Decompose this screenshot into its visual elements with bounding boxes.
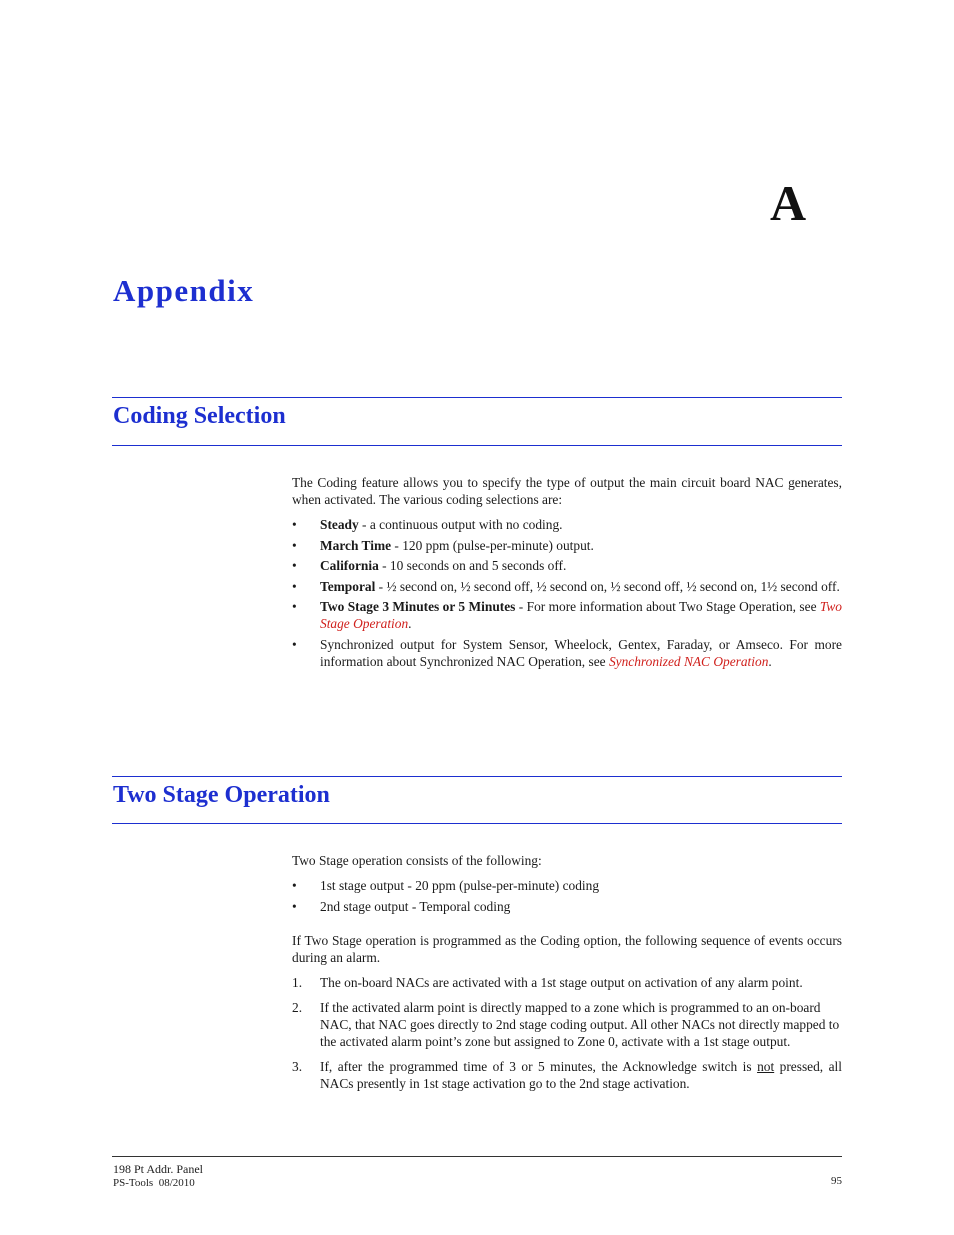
coding-intro: The Coding feature allows you to specify the type of output the main circuit board NAC generates, when activated. The various coding selections are: (292, 475, 842, 507)
option-term: Steady (320, 517, 359, 532)
chapter-title: Appendix (113, 273, 255, 308)
option-term: March Time (320, 537, 392, 553)
option-term: Temporal (320, 578, 376, 594)
footer-rule (112, 1156, 842, 1157)
list-item (292, 516, 842, 533)
page-number: 95 (831, 1175, 842, 1187)
two-stage-section-title: Two Stage Operation (113, 782, 330, 808)
list-item (292, 598, 842, 632)
list-item (292, 636, 842, 670)
coding-options-list (292, 516, 842, 670)
section-rule-top (112, 776, 842, 777)
list-item (292, 578, 842, 595)
section-rule-bottom (112, 445, 842, 446)
xref-two-stage-operation-link[interactable]: Two Stage Operation (320, 599, 842, 631)
option-tail: . (408, 616, 412, 631)
step-text: pressed, all NACs presently in 1st stage activation go to the 2nd stage activation. (320, 1058, 842, 1091)
step-text: If the activated alarm point is directly mapped to a zone which is programmed to an on-board NAC, that NAC goes directly to 2nd stage coding output. All other NACs not directly mapped to the activated alarm point’s zone but assigned to Zone 0, activate with a 1st stage output. (320, 999, 840, 1049)
coding-section-title: Coding Selection (113, 403, 286, 429)
option-desc: Synchronized output for System Sensor, Wheelock, Gentex, Faraday, or Amseco. For more information about Synchronized NAC Operation, see (320, 636, 842, 669)
list-item (292, 537, 842, 554)
step-number: 2. (292, 999, 303, 1015)
list-item (292, 557, 842, 574)
option-term: Two Stage 3 Minutes or 5 Minutes (320, 599, 516, 614)
list-item: • 2nd stage output - Temporal coding (292, 898, 842, 915)
option-tail: . (768, 653, 772, 669)
alarm-sequence-steps (292, 974, 842, 1092)
footer-info (113, 1162, 203, 1190)
section-rule-top (112, 397, 842, 398)
xref-synchronized-nac-operation-link[interactable]: Synchronized NAC Operation (608, 653, 769, 669)
list-item (292, 974, 842, 991)
list-item (292, 1058, 842, 1092)
section-rule-bottom (112, 823, 842, 824)
option-term: California (320, 558, 379, 573)
chapter-letter: A (770, 175, 807, 231)
footer-date: 08/2010 (158, 1177, 195, 1189)
two-stage-outputs-list (292, 877, 842, 915)
step-number: 1. (292, 974, 303, 990)
option-desc: - For more information about Two Stage Operation, see (515, 599, 820, 614)
option-desc: - ½ second on, ½ second off, ½ second on, ½ second off, ½ second on, 1½ second off. (375, 578, 840, 594)
two-stage-intro: Two Stage operation consists of the following: (292, 853, 542, 868)
two-stage-section-body (292, 852, 842, 1092)
option-desc: - a continuous output with no coding. (358, 517, 563, 532)
step-text: If, after the programmed time of 3 or 5 minutes, the Acknowledge switch is (320, 1058, 758, 1074)
list-item: • 1st stage output - 20 ppm (pulse-per-minute) coding (292, 877, 842, 894)
step-number: 3. (292, 1058, 303, 1074)
step-text: The on-board NACs are activated with a 1st stage output on activation of any alarm point. (320, 974, 803, 990)
option-desc: - 10 seconds on and 5 seconds off. (378, 558, 567, 573)
footer-doc-id: PS-Tools (113, 1177, 154, 1189)
footer-product: 198 Pt Addr. Panel (113, 1162, 204, 1176)
coding-section-body (292, 474, 842, 670)
sequence-intro: If Two Stage operation is programmed as the Coding option, the following sequence of events occurs during an alarm. (292, 932, 842, 965)
step-emphasis: not (757, 1058, 775, 1074)
option-desc: - 120 ppm (pulse-per-minute) output. (391, 537, 594, 553)
list-item (292, 999, 842, 1050)
